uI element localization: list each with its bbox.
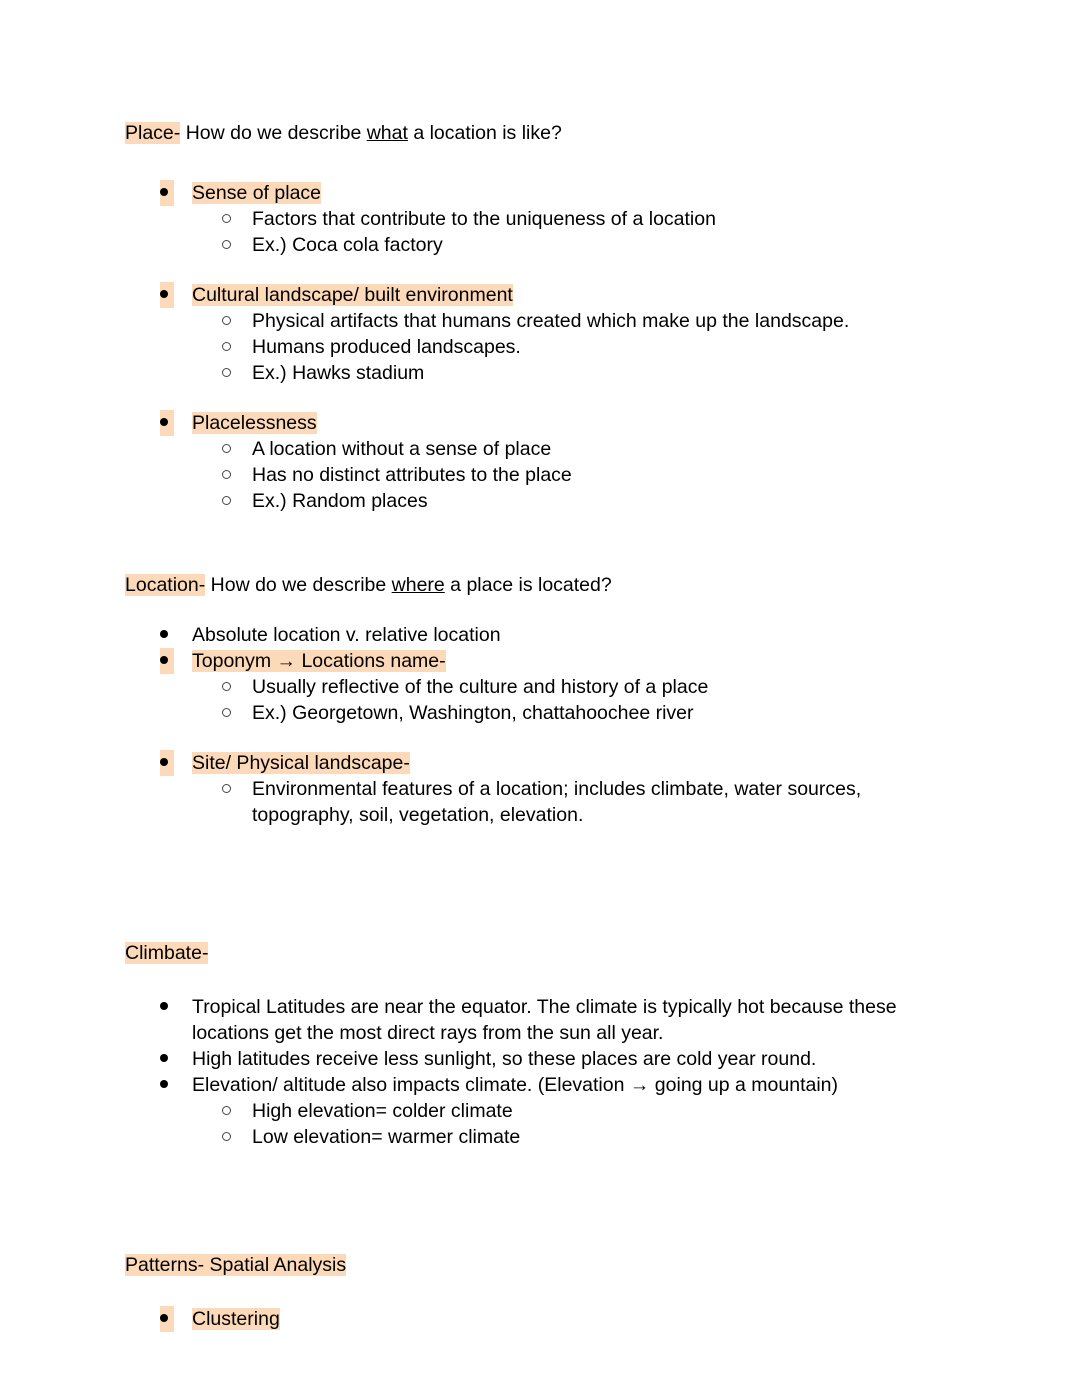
- sub-item-text: A location without a sense of place: [252, 438, 552, 460]
- circle-bullet-icon: [222, 232, 231, 258]
- location-heading-highlight: Location-: [125, 574, 206, 596]
- disc-bullet-icon: [160, 750, 174, 776]
- group-title: Cultural landscape/ built environment: [192, 284, 513, 306]
- location-list: [125, 622, 900, 726]
- list-item: [125, 622, 900, 648]
- circle-bullet-icon: [222, 462, 231, 488]
- list-item: [192, 1124, 900, 1150]
- sub-item-text: Environmental features of a location; includes climbate, water sources, topography, soil, vegetation, elevation.: [252, 778, 862, 826]
- disc-bullet-icon: [160, 282, 174, 308]
- circle-bullet-icon: [222, 776, 231, 802]
- sub-item-text: Ex.) Hawks stadium: [252, 362, 425, 384]
- sub-list: [192, 1098, 900, 1150]
- sub-item-text: Physical artifacts that humans created which make up the landscape.: [252, 310, 850, 332]
- sub-list: [192, 206, 900, 258]
- place-heading-highlight: Place-: [125, 122, 181, 144]
- circle-bullet-icon: [222, 360, 231, 386]
- place-heading-underlined-word: what: [366, 122, 408, 144]
- sub-item-text: Ex.) Coca cola factory: [252, 234, 443, 256]
- item-text: Clustering: [192, 1308, 280, 1330]
- circle-bullet-icon: [222, 1124, 231, 1150]
- list-item: [192, 206, 900, 232]
- circle-bullet-icon: [222, 1098, 231, 1124]
- list-item: [125, 282, 900, 386]
- patterns-heading-highlight: Patterns- Spatial Analysis: [125, 1254, 347, 1276]
- disc-bullet-icon: [160, 410, 174, 436]
- circle-bullet-icon: [222, 674, 231, 700]
- sub-list: [192, 776, 900, 828]
- place-group-list-2: [125, 282, 900, 386]
- list-item: [192, 776, 900, 828]
- place-group-list-1: [125, 180, 900, 258]
- list-item: [125, 1046, 900, 1072]
- list-item: [125, 750, 900, 828]
- item-text: Elevation/ altitude also impacts climate. (Elevation → going up a mountain): [192, 1074, 839, 1096]
- section-heading-location: [125, 572, 900, 598]
- place-group-list-3: [125, 410, 900, 514]
- circle-bullet-icon: [222, 488, 231, 514]
- group-title: Sense of place: [192, 182, 322, 204]
- location-heading-rest-1: How do we describe: [205, 574, 392, 596]
- list-item: [192, 436, 900, 462]
- disc-bullet-icon: [160, 1046, 174, 1072]
- sub-list: [192, 308, 900, 386]
- section-heading-patterns: [125, 1252, 900, 1278]
- sub-item-text: Ex.) Random places: [252, 490, 428, 512]
- place-heading-rest-1: How do we describe: [180, 122, 367, 144]
- climbate-list: [125, 994, 900, 1150]
- item-text: Absolute location v. relative location: [192, 624, 501, 646]
- list-item: [192, 334, 900, 360]
- sub-list: [192, 436, 900, 514]
- document-body: [125, 120, 900, 1332]
- circle-bullet-icon: [222, 436, 231, 462]
- list-item: [125, 1072, 900, 1150]
- circle-bullet-icon: [222, 334, 231, 360]
- list-item: [125, 994, 900, 1046]
- disc-bullet-icon: [160, 622, 174, 648]
- list-item: [192, 488, 900, 514]
- list-item: [192, 462, 900, 488]
- disc-bullet-icon: [160, 1306, 174, 1332]
- list-item: [192, 308, 900, 334]
- sub-item-text: High elevation= colder climate: [252, 1100, 513, 1122]
- location-heading-underlined-word: where: [391, 574, 445, 596]
- list-item: [125, 648, 900, 726]
- section-heading-climbate: [125, 940, 900, 966]
- list-item: [192, 232, 900, 258]
- disc-bullet-icon: [160, 1072, 174, 1098]
- sub-item-text: Has no distinct attributes to the place: [252, 464, 572, 486]
- group-title: Placelessness: [192, 412, 317, 434]
- item-text: Tropical Latitudes are near the equator. The climate is typically hot because these locations get the most direct rays from the sun all year.: [192, 996, 897, 1044]
- patterns-list: [125, 1306, 900, 1332]
- list-item: [125, 410, 900, 514]
- sub-item-text: Usually reflective of the culture and history of a place: [252, 676, 709, 698]
- group-title: Site/ Physical landscape-: [192, 752, 410, 774]
- list-item: [192, 700, 900, 726]
- sub-item-text: Ex.) Georgetown, Washington, chattahoochee river: [252, 702, 694, 724]
- list-item: [125, 1306, 900, 1332]
- sub-item-text: Low elevation= warmer climate: [252, 1126, 521, 1148]
- list-item: [125, 180, 900, 258]
- section-heading-place: [125, 120, 900, 146]
- sub-item-text: Humans produced landscapes.: [252, 336, 521, 358]
- disc-bullet-icon: [160, 994, 174, 1020]
- circle-bullet-icon: [222, 308, 231, 334]
- list-item: [192, 674, 900, 700]
- place-heading-rest-2: a location is like?: [407, 122, 562, 144]
- circle-bullet-icon: [222, 206, 231, 232]
- item-text: High latitudes receive less sunlight, so these places are cold year round.: [192, 1048, 817, 1070]
- sub-item-text: Factors that contribute to the uniqueness of a location: [252, 208, 716, 230]
- circle-bullet-icon: [222, 700, 231, 726]
- list-item: [192, 360, 900, 386]
- list-item: [192, 1098, 900, 1124]
- climbate-heading-highlight: Climbate-: [125, 942, 209, 964]
- disc-bullet-icon: [160, 180, 174, 206]
- sub-list: [192, 674, 900, 726]
- location-list-2: [125, 750, 900, 828]
- disc-bullet-icon: [160, 648, 174, 674]
- group-title: Toponym → Locations name-: [192, 650, 446, 672]
- location-heading-rest-2: a place is located?: [444, 574, 612, 596]
